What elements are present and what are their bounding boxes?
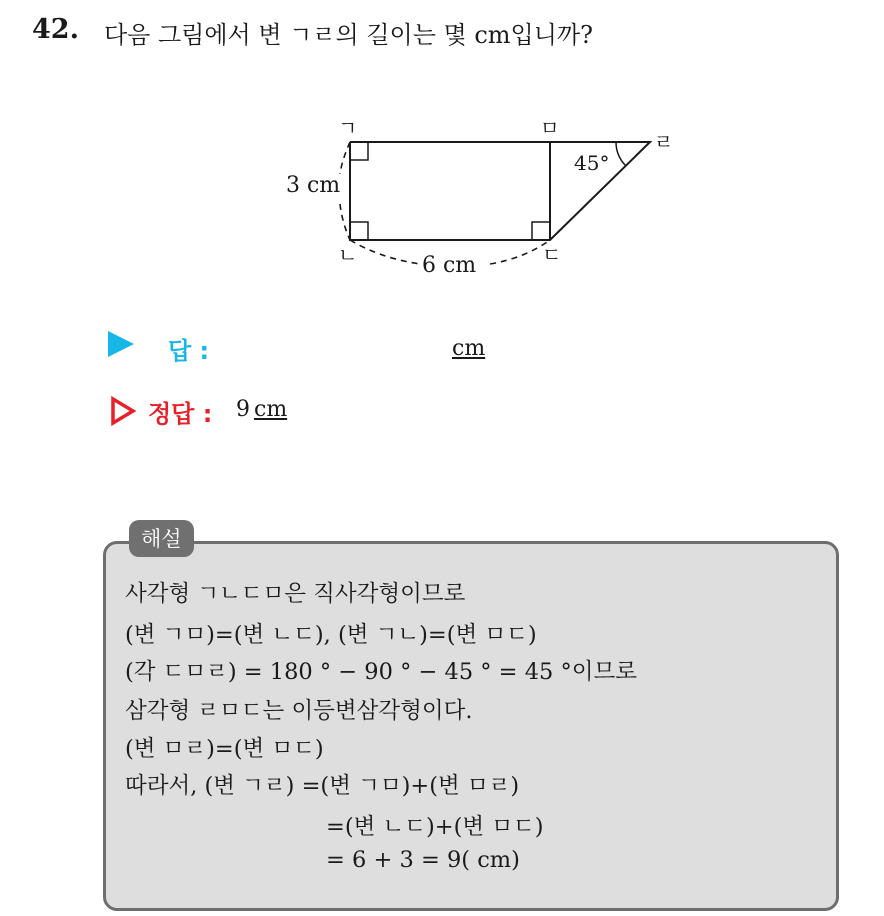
right-angle-mark-d bbox=[532, 222, 550, 240]
dimension-arc-bottom-left bbox=[350, 240, 420, 264]
correct-unit: cm bbox=[254, 397, 288, 422]
explanation-line-4: 삼각형 ㄹㅁㄷ는 이등변삼각형이다. bbox=[125, 698, 473, 724]
vertex-label-d: ㄷ bbox=[542, 243, 562, 267]
side-label: 3 cm bbox=[286, 173, 341, 198]
explanation-line-2: (변 ㄱㅁ)=(변 ㄴㄷ), (변 ㄱㄴ)=(변 ㅁㄷ) bbox=[125, 622, 537, 648]
explanation-line-5: (변 ㅁㄹ)=(변 ㅁㄷ) bbox=[125, 736, 324, 762]
vertex-label-n: ㄴ bbox=[338, 243, 358, 267]
question-text: 다음 그림에서 변 ㄱㄹ의 길이는 몇 cm입니까? bbox=[104, 21, 593, 49]
answer-unit: cm bbox=[452, 336, 486, 361]
dimension-arc-left-upper bbox=[340, 142, 350, 174]
question-number: 42. bbox=[32, 14, 79, 45]
correct-value: 9 bbox=[236, 397, 250, 422]
explanation-line-8: = 6 + 3 = 9( cm) bbox=[326, 847, 520, 873]
explanation-line-3: (각 ㄷㅁㄹ) = 180 ° − 90 ° − 45 ° = 45 °이므로 bbox=[125, 659, 637, 685]
answer-arrow-icon bbox=[108, 331, 134, 357]
answer-label: 답 : bbox=[168, 337, 210, 365]
angle-label: 45° bbox=[574, 151, 610, 175]
vertex-label-r: ㄹ bbox=[654, 130, 674, 154]
explanation-line-1: 사각형 ㄱㄴㄷㅁ은 직사각형이므로 bbox=[125, 581, 466, 607]
correct-arrow-icon bbox=[110, 396, 136, 426]
dimension-arc-bottom-right bbox=[490, 240, 550, 264]
correct-label: 정답 : bbox=[148, 400, 213, 428]
figure-trapezoid bbox=[280, 112, 680, 282]
right-angle-mark-g bbox=[350, 142, 368, 160]
vertex-label-g: ㄱ bbox=[338, 116, 358, 140]
right-angle-mark-n bbox=[350, 222, 368, 240]
vertex-label-m: ㅁ bbox=[540, 116, 560, 140]
explanation-line-7: =(변 ㄴㄷ)+(변 ㅁㄷ) bbox=[326, 814, 544, 840]
angle-arc-r bbox=[616, 142, 626, 166]
explanation-line-6: 따라서, (변 ㄱㄹ) =(변 ㄱㅁ)+(변 ㅁㄹ) bbox=[125, 773, 520, 799]
dimension-arc-left-lower bbox=[340, 204, 350, 240]
bottom-label: 6 cm bbox=[422, 253, 477, 278]
correct-answer bbox=[236, 397, 287, 422]
explanation-tag: 해설 bbox=[129, 520, 194, 557]
